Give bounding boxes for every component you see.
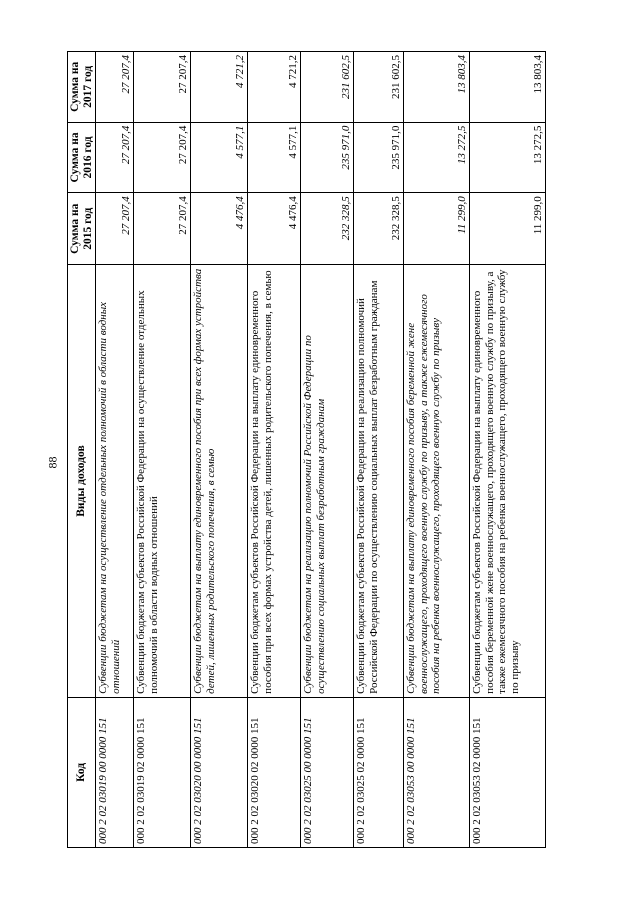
row-description: Субвенции бюджетам субъектов Российской Федерации на осуществление отдельных полномочий в области водных отношений [134, 265, 191, 698]
row-sum-2016: 4 577,1 [248, 122, 301, 193]
row-sum-2017: 231 602,5 [354, 52, 404, 123]
row-code: 000 2 02 03019 02 0000 151 [134, 697, 191, 847]
header-sum-2015: Сумма на 2015 год [68, 193, 96, 265]
table-header-row [68, 52, 96, 848]
table-row [354, 52, 404, 848]
row-description: Субвенции бюджетам на реализацию полномочий Российской Федерации по осуществлению социальных выплат безработным гражданам [301, 265, 354, 698]
row-sum-2015: 232 328,5 [354, 193, 404, 265]
table-row [301, 52, 354, 848]
row-code: 000 2 02 03019 00 0000 151 [96, 697, 134, 847]
row-sum-2017: 13 803,4 [470, 52, 546, 123]
row-sum-2016: 13 272,5 [470, 122, 546, 193]
row-sum-2017: 13 803,4 [404, 52, 470, 123]
header-income-type: Виды доходов [68, 265, 96, 698]
row-sum-2017: 27 207,4 [134, 52, 191, 123]
table-row [191, 52, 248, 848]
row-sum-2016: 27 207,4 [134, 122, 191, 193]
row-code: 000 2 02 03053 00 0000 151 [404, 697, 470, 847]
table-row [134, 52, 191, 848]
row-sum-2015: 11 299,0 [404, 193, 470, 265]
row-sum-2016: 27 207,4 [96, 122, 134, 193]
row-sum-2017: 27 207,4 [96, 52, 134, 123]
row-sum-2015: 4 476,4 [248, 193, 301, 265]
table-row [248, 52, 301, 848]
row-description: Субвенции бюджетам субъектов Российской Федерации на реализацию полномочий Российской Федерации по осуществлению социальных выплат безработным гражданам [354, 265, 404, 698]
page-number: 88 [45, 456, 60, 469]
row-description: Субвенции бюджетам субъектов Российской Федерации на выплату единовременного пособия беременной жене военнослужащего, проходящего военную службу по призыву, а также ежемесячного пособия на ребенка военнослужащего, проходящего военную службу по призыву [470, 265, 546, 698]
row-code: 000 2 02 03020 02 0000 151 [248, 697, 301, 847]
row-sum-2015: 11 299,0 [470, 193, 546, 265]
row-sum-2017: 231 602,5 [301, 52, 354, 123]
row-sum-2016: 4 577,1 [191, 122, 248, 193]
header-sum-2017: Сумма на 2017 год [68, 52, 96, 123]
row-sum-2015: 232 328,5 [301, 193, 354, 265]
row-sum-2015: 27 207,4 [134, 193, 191, 265]
row-sum-2015: 4 476,4 [191, 193, 248, 265]
table-row [404, 52, 470, 848]
row-sum-2016: 235 971,0 [301, 122, 354, 193]
row-description: Субвенции бюджетам на осуществление отдельных полномочий в области водных отношений [96, 265, 134, 698]
row-sum-2015: 27 207,4 [96, 193, 134, 265]
table-row [96, 52, 134, 848]
header-sum-2016: Сумма на 2016 год [68, 122, 96, 193]
row-sum-2017: 4 721,2 [191, 52, 248, 123]
row-code: 000 2 02 03025 00 0000 151 [301, 697, 354, 847]
header-code: Код [68, 697, 96, 847]
row-code: 000 2 02 03025 02 0000 151 [354, 697, 404, 847]
row-description: Субвенции бюджетам на выплату единовременного пособия беременной жене военнослужащего, проходящего военную службу по призыву, а также ежемесячного пособия на ребенка военнослужащего, проходящего военную службу по призыву [404, 265, 470, 698]
row-sum-2016: 13 272,5 [404, 122, 470, 193]
rotated-table-wrapper [67, 51, 544, 848]
row-description: Субвенции бюджетам субъектов Российской Федерации на выплату единовременного пособия при всех формах устройства детей, лишенных родительского попечения, в семью [248, 265, 301, 698]
income-table [67, 51, 546, 848]
table-row [470, 52, 546, 848]
row-sum-2017: 4 721,2 [248, 52, 301, 123]
row-description: Субвенции бюджетам на выплату единовременного пособия при всех формах устройства детей, лишенных родительского попечения, в семью [191, 265, 248, 698]
row-code: 000 2 02 03053 02 0000 151 [470, 697, 546, 847]
row-sum-2016: 235 971,0 [354, 122, 404, 193]
row-code: 000 2 02 03020 00 0000 151 [191, 697, 248, 847]
